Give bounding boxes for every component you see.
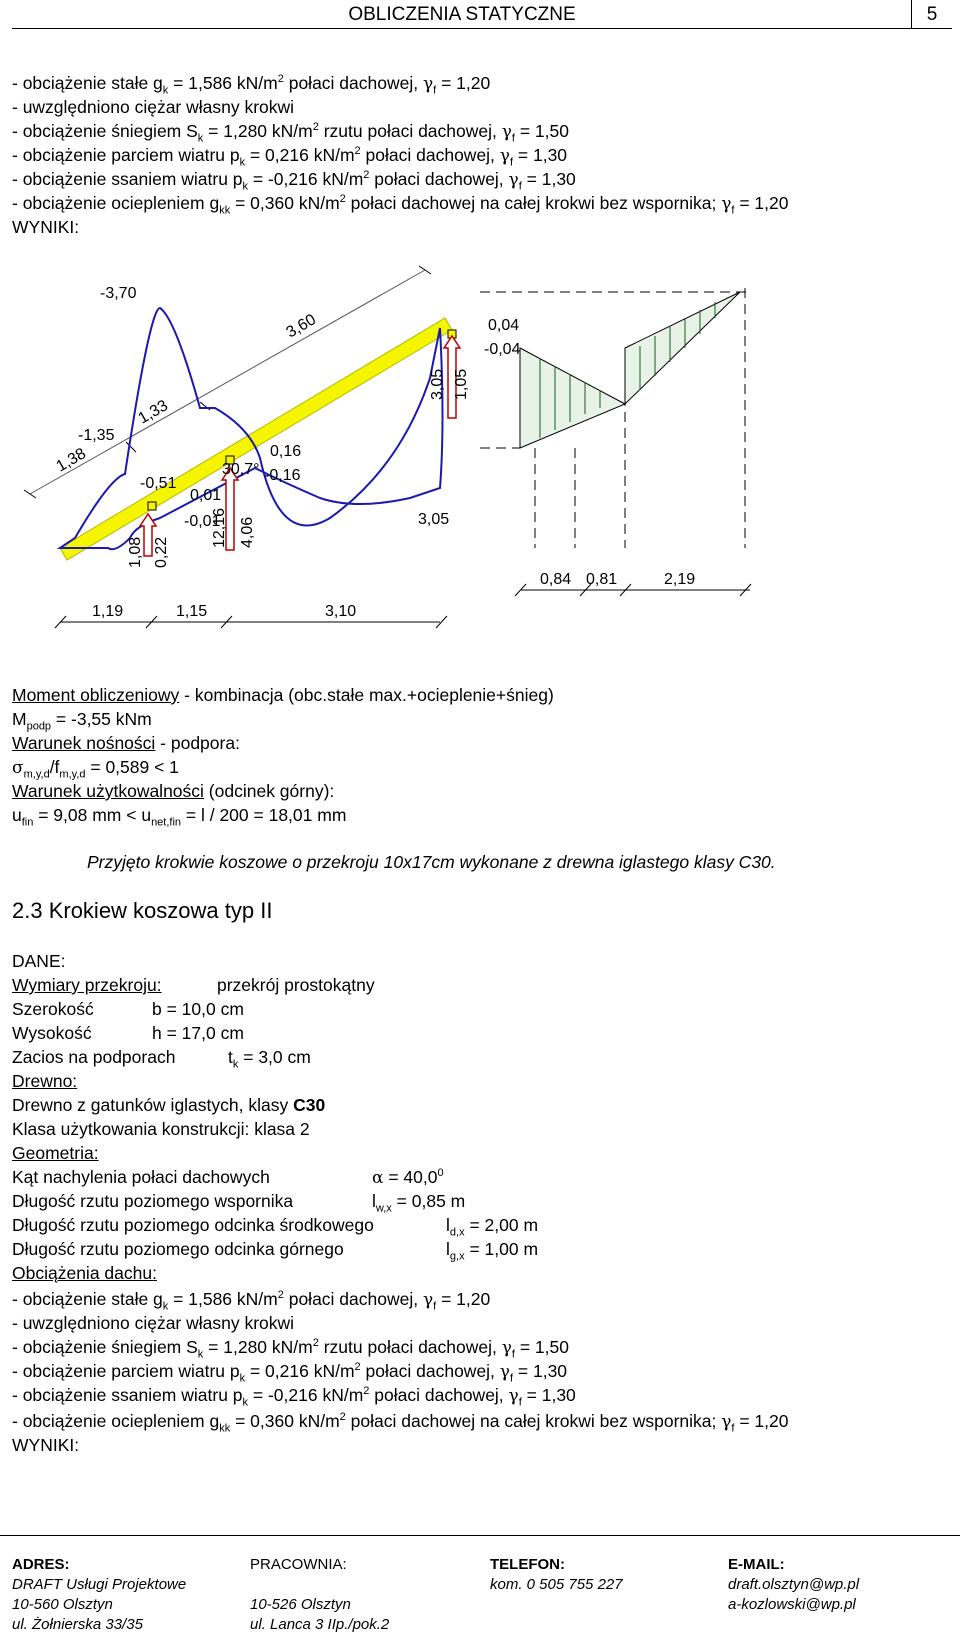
dimension-label: 1,19	[92, 603, 124, 620]
geometry-heading: Geometria:	[12, 1143, 99, 1163]
label-moment: -0,01	[184, 513, 221, 530]
service-class-row: Klasa użytkowania konstrukcji: klasa 2	[12, 1119, 310, 1139]
shear-area-lower	[520, 348, 625, 448]
page-title: OBLICZENIA STATYCZNE	[348, 4, 576, 25]
middle-length-row: Długość rzutu poziomego odcinka środkowego $l_{d,x} = 2,00$ m	[12, 1215, 539, 1239]
label-moment: -3,70	[100, 285, 137, 302]
dimension-label: 3,10	[325, 603, 357, 620]
load-line-selfweight: - uwzględniono ciężar własny krokwi	[12, 1313, 295, 1333]
footer-phone: TELEFON: kom. 0 505 755 227	[490, 1556, 623, 1593]
footer-email: E-MAIL: draft.olsztyn@wp.pl a-kozlowski@wp.pl	[728, 1556, 860, 1613]
shear-area-upper	[625, 292, 740, 404]
dimension-label: 2,19	[664, 571, 696, 588]
roof-loads-heading: Obciążenia dachu:	[12, 1263, 157, 1283]
label-moment: -0,51	[140, 475, 177, 492]
label-reaction: 12,16	[211, 507, 228, 548]
label-moment: 0,16	[270, 443, 302, 460]
timber-class-row: Drewno z gatunków iglastych, klasy C30	[12, 1095, 326, 1115]
section-title: 2.3 Krokiew koszowa typ II	[12, 898, 273, 923]
rafter-beam	[60, 318, 452, 560]
moment-combination: Moment obliczeniowy - kombinacja (obc.stałe max.+ocieplenie+śnieg)	[12, 685, 554, 705]
serviceability-value: $u_{fin} = 9,08$ mm < $u_{net,fin} = l / 200 = 18,01$ mm	[12, 805, 347, 829]
page-header	[12, 0, 952, 29]
dimension-label: 0,84	[540, 571, 572, 588]
page-footer	[0, 1535, 960, 1635]
load-line-snow: - obciążenie śniegiem $S_k = 1,280$ $kN/m^2$ rzutu połaci dachowej, $\gamma_f = 1,50$	[12, 121, 569, 145]
label-reaction: 1,08	[127, 536, 144, 568]
results-heading: WYNIKI:	[12, 1435, 80, 1455]
support-node	[148, 502, 156, 510]
footer-address: ADRES: DRAFT Usługi Projektowe 10-560 Olsztyn ul. Żołnierska 33/35	[12, 1556, 187, 1633]
load-line-snow: - obciążenie śniegiem $S_k = 1,280$ $kN/m^2$ rzutu połaci dachowej, $\gamma_f = 1,50$	[12, 1337, 569, 1361]
footer-office: PRACOWNIA: 10-526 Olsztyn ul. Lanca 3 IIp./pok.2	[250, 1556, 390, 1633]
label-shear: 0,04	[488, 317, 520, 334]
label-moment: 1,33	[135, 397, 171, 428]
dimension-label: 1,15	[176, 603, 208, 620]
height-row: Wysokość h = 17,0 cm	[12, 1023, 244, 1043]
label-moment: 3,05	[429, 368, 446, 400]
load-line-wind-pressure: - obciążenie parciem wiatru $p_k = 0,216$ $kN/m^2$ połaci dachowej, $\gamma_f = 1,30$	[12, 145, 568, 169]
dane-heading: DANE:	[12, 951, 66, 971]
label-shear: -0,04	[484, 341, 521, 358]
load-line-wind-pressure: - obciążenie parciem wiatru $p_k = 0,216$ $kN/m^2$ połaci dachowej, $\gamma_f = 1,30$	[12, 1361, 568, 1385]
label-moment: -0,16	[264, 467, 301, 484]
upper-length-row: Długość rzutu poziomego odcinka górnego $l_{g,x} = 1,00$ m	[12, 1239, 539, 1263]
label-moment: 1,05	[453, 368, 470, 400]
moment-value: $M_{podp} = -3,55$ kNm	[12, 709, 152, 733]
load-line-dead: - obciążenie stałe $g_k = 1,586$ $kN/m^2$ połaci dachowej, $\gamma_f = 1,20$	[12, 1289, 491, 1313]
notch-row: Zacios na podporach $t_k = 3,0$ cm	[12, 1047, 311, 1071]
axis-tick	[126, 442, 136, 452]
load-line-dead: - obciążenie stałe $g_k = 1,586$ $kN/m^2$ połaci dachowej, $\gamma_f = 1,20$	[12, 73, 491, 97]
label-moment: 0,01	[190, 487, 222, 504]
capacity-check-heading: Warunek nośności - podpora:	[12, 733, 240, 753]
cantilever-length-row: Długość rzutu poziomego wspornika $l_{w,x} = 0,85$ m	[12, 1191, 466, 1215]
label-moment: 3,60	[283, 311, 319, 342]
results-heading: WYNIKI:	[12, 217, 80, 237]
label-moment: -1,35	[78, 427, 115, 444]
email-link[interactable]: draft.olsztyn@wp.pl	[728, 1576, 860, 1593]
roof-angle-row: Kąt nachylenia połaci dachowych $\alpha = 40,0^0$	[12, 1167, 444, 1188]
email-link[interactable]: a-kozlowski@wp.pl	[728, 1596, 856, 1613]
footer-rule	[0, 1535, 960, 1536]
load-line-wind-suction: - obciążenie ssaniem wiatru $p_k = -0,216$ $kN/m^2$ połaci dachowej, $\gamma_f = 1,30$	[12, 1385, 576, 1409]
label-moment: 3,05	[418, 511, 450, 528]
cross-section-row: Wymiary przekroju: przekrój prostokątny	[12, 975, 375, 995]
label-reaction: 4,06	[239, 516, 256, 548]
moment-shear-diagram	[0, 248, 960, 658]
width-row: Szerokość b = 10,0 cm	[12, 999, 244, 1019]
capacity-check-value: $\sigma_{m,y,d}/f_{m,y,d} = 0,589 < 1$	[12, 757, 179, 781]
conclusion-note: Przyjęto krokwie koszowe o przekroju 10x17cm wykonane z drewna iglastego klasy C30.	[87, 852, 776, 872]
moment-curve	[60, 308, 443, 549]
load-line-insulation: - obciążenie ociepleniem $g_{kk} = 0,360$ $kN/m^2$ połaci dachowej na całej krokwi bez wspornika; $\gamma_f = 1,20$	[12, 193, 789, 217]
dimension-label: 0,81	[586, 571, 618, 588]
load-line-insulation: - obciążenie ociepleniem $g_{kk} = 0,360$ $kN/m^2$ połaci dachowej na całej krokwi bez wspornika; $\gamma_f = 1,20$	[12, 1411, 789, 1435]
serviceability-heading: Warunek użytkowalności (odcinek górny):	[12, 781, 335, 801]
load-line-selfweight: - uwzględniono ciężar własny krokwi	[12, 97, 295, 117]
label-angle: 30,7°	[222, 461, 260, 478]
label-reaction: 0,22	[153, 536, 170, 568]
timber-heading: Drewno:	[12, 1071, 78, 1091]
load-line-wind-suction: - obciążenie ssaniem wiatru $p_k = -0,216$ $kN/m^2$ połaci dachowej, $\gamma_f = 1,30$	[12, 169, 576, 193]
page-number: 5	[926, 4, 938, 25]
static-diagram	[0, 248, 960, 658]
label-moment: 1,38	[53, 445, 89, 476]
